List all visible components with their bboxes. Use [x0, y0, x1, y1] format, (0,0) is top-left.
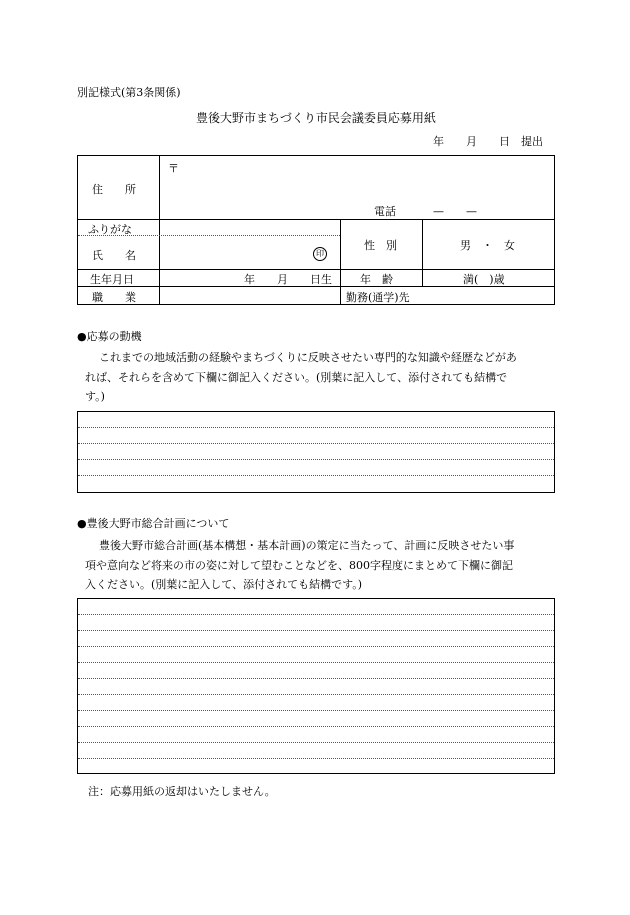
writing-line	[78, 443, 554, 444]
furigana-label: ふりがな	[88, 223, 132, 236]
name-label: 氏 名	[92, 249, 136, 262]
seal-icon: 印	[313, 247, 327, 261]
address-field[interactable]	[160, 156, 554, 218]
motivation-text-line: す。)	[85, 390, 105, 403]
phone-label: 電話	[374, 205, 396, 218]
writing-line	[78, 710, 554, 711]
plan-text-line: 項や意向など将来の市の姿に対して望むことなどを、800字程度にまとめて下欄に御記	[85, 559, 513, 572]
submission-date: 年 月 日 提出	[433, 135, 543, 148]
seal-mark	[313, 246, 327, 261]
gender-label: 性 別	[364, 239, 397, 252]
column-divider	[340, 219, 341, 304]
address-label: 住 所	[92, 183, 136, 196]
writing-line	[78, 427, 554, 428]
writing-line	[78, 742, 554, 743]
writing-line	[78, 726, 554, 727]
writing-line	[78, 459, 554, 460]
gender-options[interactable]: 男 ・ 女	[460, 239, 515, 252]
writing-line	[78, 614, 554, 615]
age-field[interactable]: 満( )歳	[463, 273, 505, 286]
workplace-label: 勤務(通学)先	[346, 291, 410, 304]
column-divider	[422, 219, 423, 286]
occupation-label: 職 業	[92, 291, 136, 304]
page-title: 豊後大野市まちづくり市民会議委員応募用紙	[196, 111, 436, 125]
row-divider	[78, 269, 554, 270]
section-heading-comprehensive-plan: ●豊後大野市総合計画について	[77, 517, 230, 530]
age-label: 年 齢	[360, 273, 393, 286]
postal-mark: 〒	[168, 162, 179, 175]
writing-line	[78, 646, 554, 647]
writing-line	[78, 694, 554, 695]
application-form-table	[77, 155, 555, 305]
section-heading-motivation: ●応募の動機	[77, 330, 142, 343]
plan-text-line: 豊後大野市総合計画(基本構想・基本計画)の策定に当たって、計画に反映させたい事	[99, 539, 515, 552]
writing-line	[78, 678, 554, 679]
occupation-field[interactable]	[160, 287, 340, 304]
writing-line	[78, 758, 554, 759]
plan-text-line: 入ください。(別葉に記入して、添付されても結構です。)	[85, 578, 362, 591]
plan-answer-box[interactable]	[77, 598, 555, 774]
furigana-field[interactable]	[160, 220, 340, 235]
birthdate-field[interactable]: 年 月 日生	[244, 273, 332, 286]
writing-line	[78, 662, 554, 663]
motivation-text-line: れば、それらを含めて下欄に御記入ください。(別葉に記入して、添付されても結構で	[85, 371, 508, 384]
birthdate-label: 生年月日	[90, 273, 134, 286]
writing-line	[78, 475, 554, 476]
workplace-field[interactable]	[423, 287, 554, 304]
motivation-answer-box[interactable]	[77, 411, 555, 493]
form-reference: 別記様式(第3条関係)	[77, 86, 181, 99]
motivation-text-line: これまでの地域活動の経験やまちづくりに反映させたい専門的な知識や経歴などがあ	[99, 351, 517, 364]
phone-dashes: — —	[433, 205, 477, 218]
writing-line	[78, 630, 554, 631]
footer-note: 注：応募用紙の返却はいたしません。	[88, 785, 276, 798]
